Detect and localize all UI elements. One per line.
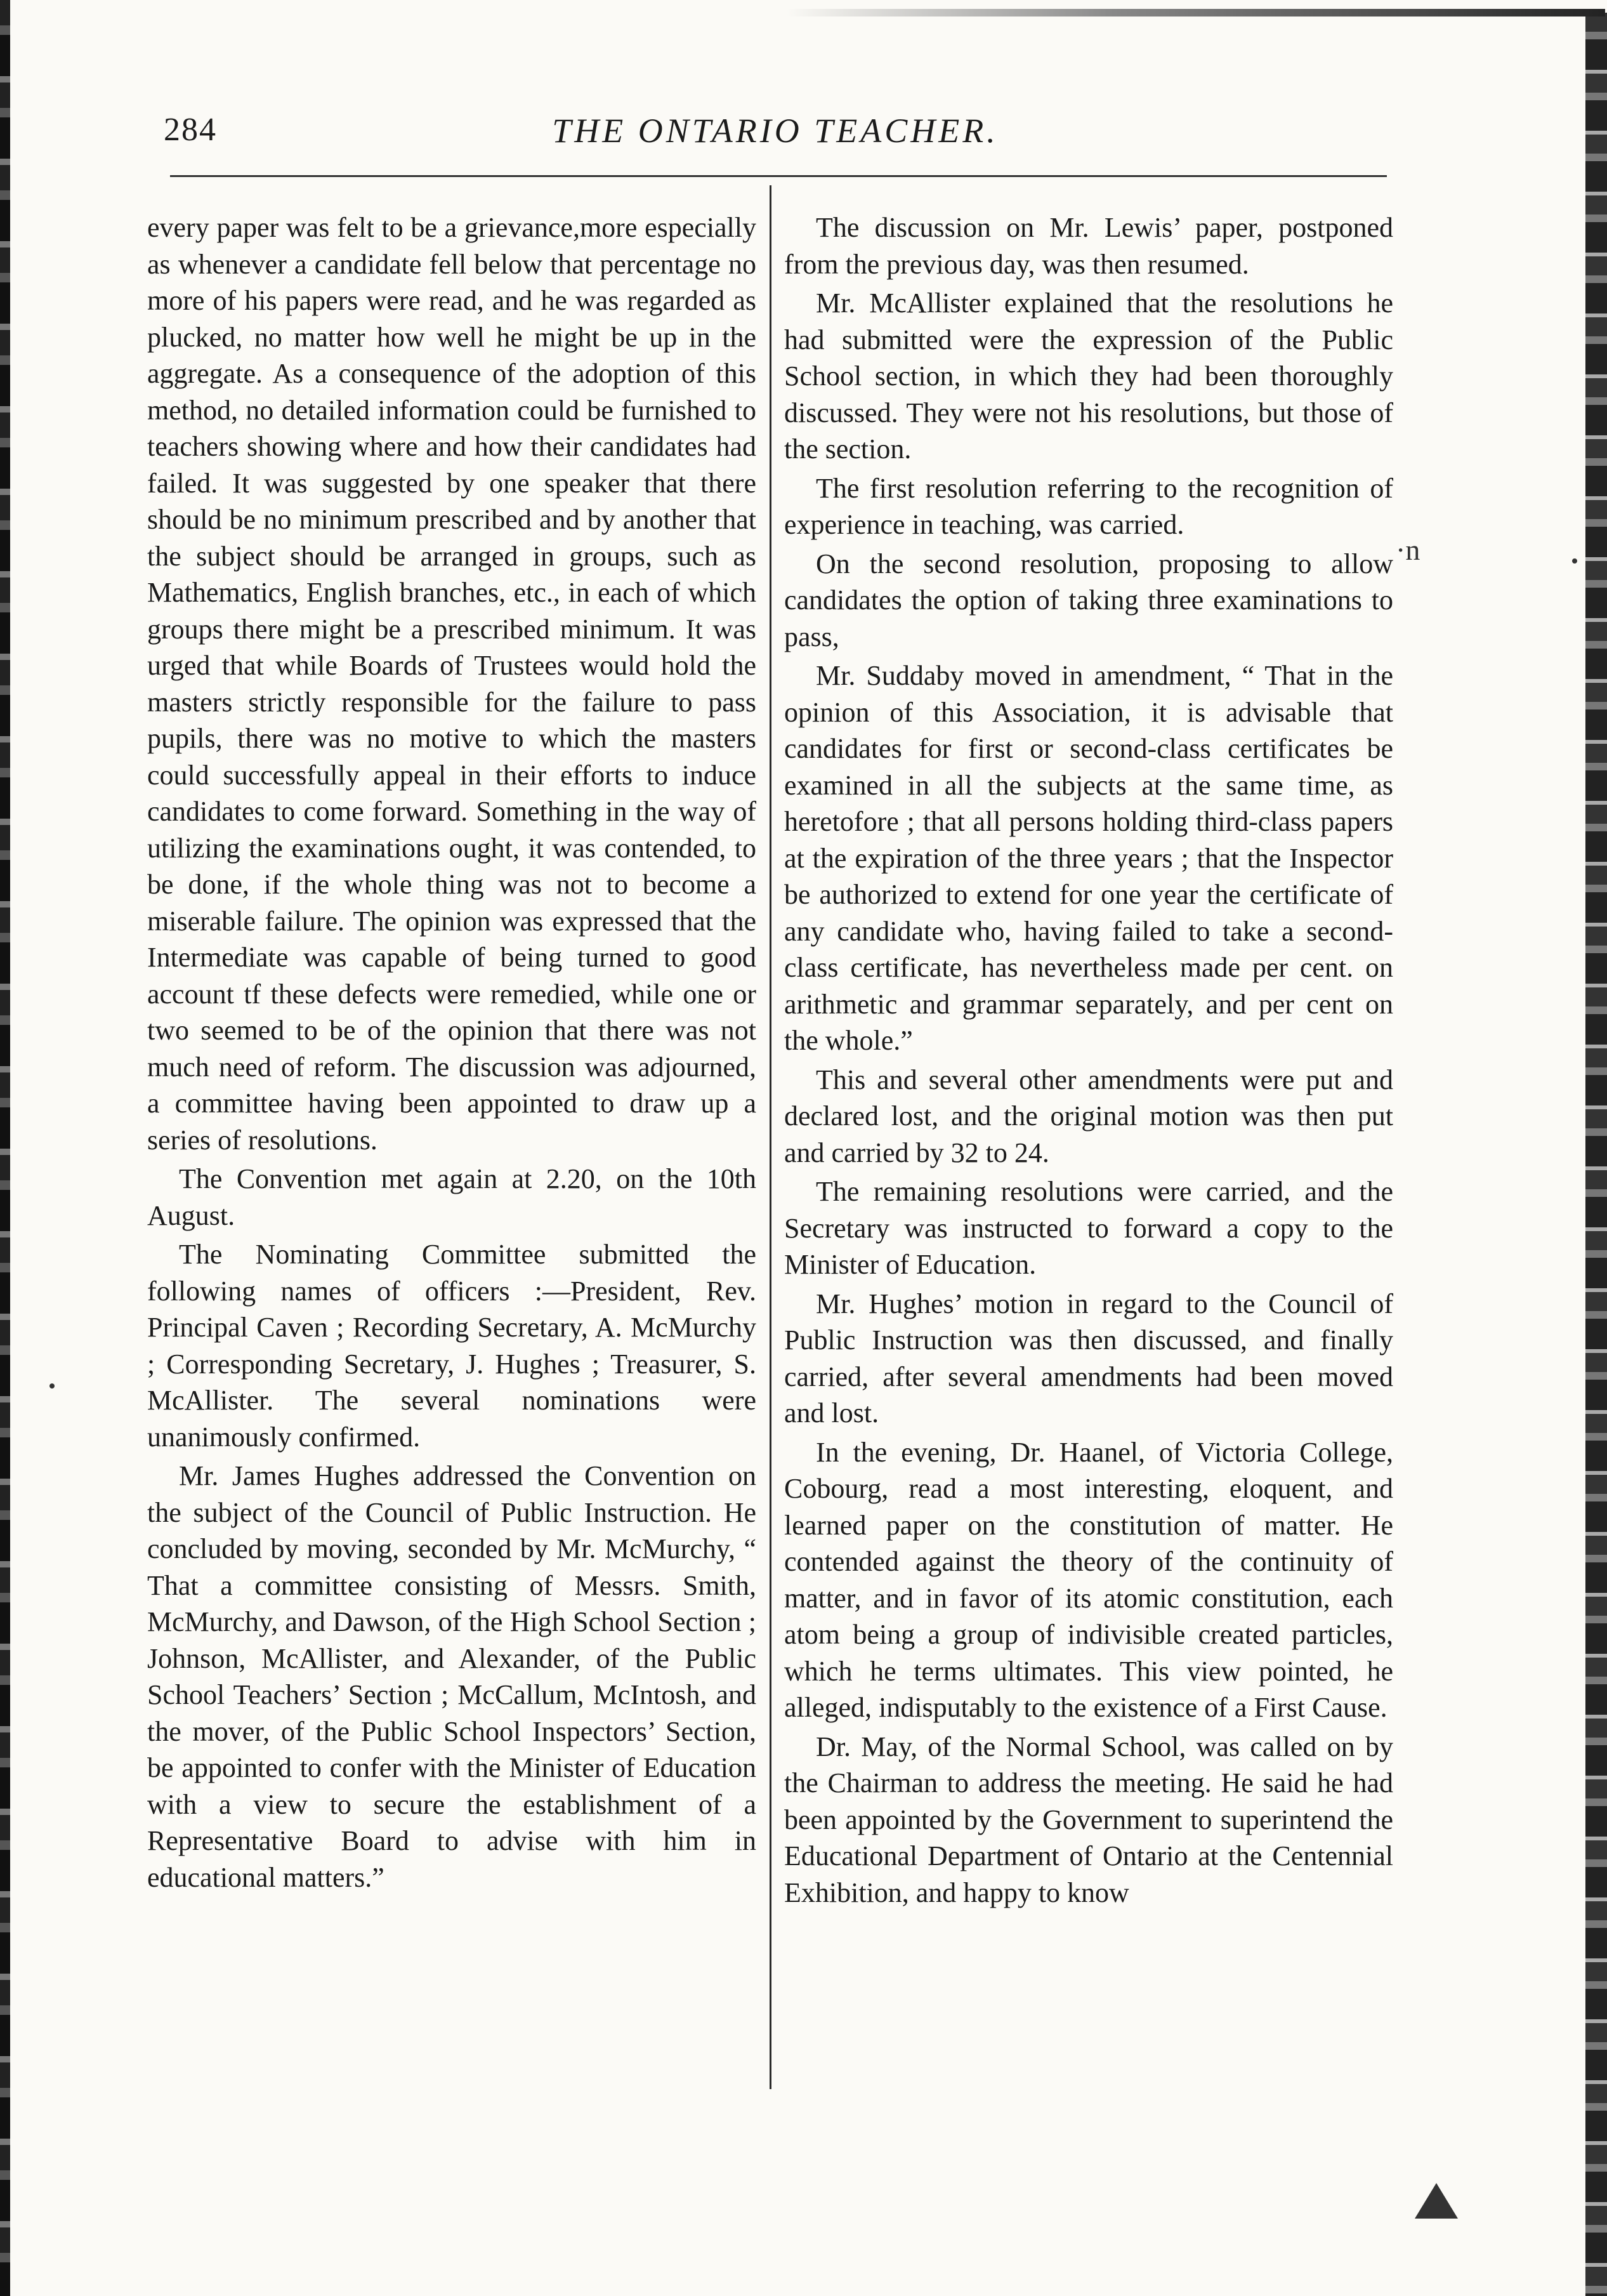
paragraph: every paper was felt to be a grievance,more especially as whenever a candidate fell below that percentage no more of his papers were read, and he was regarded as plucked, no matter how well he might be up in the aggregate. As a consequence of the adoption of this method, no detailed information could be furnished to teachers showing where and how their candidates had failed. It was suggested by one speaker that there should be no minimum prescribed and by another that the subject should be arranged in groups, such as Mathematics, English branches, etc., in each of which groups there might be a prescribed minimum. It was urged that while Boards of Trustees would hold the masters strictly responsible for the failure to pass pupils, there was no motive to which the masters could successfully appeal in their efforts to induce candidates to come forward. Something in the way of utilizing the examinations ought, it was contended, to be done, if the whole thing was not to become a miserable failure. The opinion was expressed that the Intermediate was capable of being turned to good account tf these defects were remedied, while one or two seemed to be of the opinion that there was not much need of reform. The discussion was adjourned, a committee having been appointed to draw up a series of resolutions. <box>147 212 756 1156</box>
paragraph: Mr. Suddaby moved in amendment, “ That in the opinion of this Association, it is advisable that candidates for first or second-class certificates be examined in all the subjects at the same time, as heretofore ; that all persons holding third-class papers at the expiration of the three years ; that the Inspector be authorized to extend for one year the certificate of any candidate who, having failed to take a second-class certificate, has nevertheless made per cent. on arithmetic and grammar separately, and per cent on the whole.” <box>784 660 1393 1056</box>
paragraph: The first resolution referring to the recognition of experience in teaching, was carried. <box>784 472 1393 540</box>
paragraph: Mr. McAllister explained that the resolutions he had submitted were the expression of the Public School section, in which they had been thoroughly discussed. They were not his resolutions, but those of the section. <box>784 287 1393 465</box>
scan-left-edge <box>0 0 10 2296</box>
paragraph: Dr. May, of the Normal School, was called on by the Chairman to address the meeting. He said he had been appointed by the Government to superintend the Educational Department of Ontario at the Centennial Exhibition, and happy to know <box>784 1731 1393 1908</box>
paragraph: The discussion on Mr. Lewis’ paper, postponed from the previous day, was then resumed. <box>784 212 1393 280</box>
paragraph: The Convention met again at 2.20, on the 10th August. <box>147 1163 756 1231</box>
left-column <box>147 209 756 1898</box>
paragraph: On the second resolution, proposing to allow candidates the option of taking three examinations to pass, <box>784 548 1393 652</box>
running-title: THE ONTARIO TEACHER. <box>552 112 999 150</box>
margin-speck <box>49 1383 55 1389</box>
header-rule <box>170 175 1387 177</box>
paragraph: The remaining resolutions were carried, and the Secretary was instructed to forward a copy to the Minister of Education. <box>784 1176 1393 1280</box>
page-header <box>164 111 1387 168</box>
scan-top-rule <box>787 9 1605 16</box>
paragraph: Mr. James Hughes addressed the Convention on the subject of the Council of Public Instruction. He concluded by moving, seconded by Mr. McMurchy, “ That a committee consisting of Messrs. Smith, McMurchy, and Dawson, of the High School Section ; Johnson, McAllister, and Alexander, of the Public School Teachers’ Section ; McCallum, McIntosh, and the mover, of the Public School Inspectors’ Section, be appointed to confer with the Minister of Education with a view to secure the establishment of a Representative Board to advise with him in educational matters.” <box>147 1460 756 1893</box>
stray-dot <box>1572 558 1577 564</box>
paragraph: In the evening, Dr. Haanel, of Victoria College, Cobourg, read a most interesting, eloquent, and learned paper on the constitution of matter. He contended against the theory of the continuity of matter, and in favor of its atomic constitution, each atom being a group of indivisible created particles, which he terms ultimates. This view pointed, he alleged, indisputably to the existence of a First Cause. <box>784 1436 1393 1723</box>
paragraph: This and several other amendments were put and declared lost, and the original motion was then put and carried by 32 to 24. <box>784 1064 1393 1168</box>
column-divider <box>770 185 771 2089</box>
paragraph: The Nominating Committee submitted the following names of officers :—President, Rev. Principal Caven ; Recording Secretary, A. McMurchy ; Corresponding Secretary, J. Hughes ; Treasurer, S. McAllister. The several nominations were unanimously confirmed. <box>147 1239 756 1453</box>
page-number: 284 <box>164 112 217 148</box>
triangle-stamp-icon <box>1415 2183 1458 2219</box>
marginal-mark: ·n <box>1396 534 1420 566</box>
scan-right-edge <box>1585 13 1607 2296</box>
right-column <box>784 209 1393 1913</box>
paragraph: Mr. Hughes’ motion in regard to the Council of Public Instruction was then discussed, and finally carried, after several amendments had been moved and lost. <box>784 1288 1393 1428</box>
